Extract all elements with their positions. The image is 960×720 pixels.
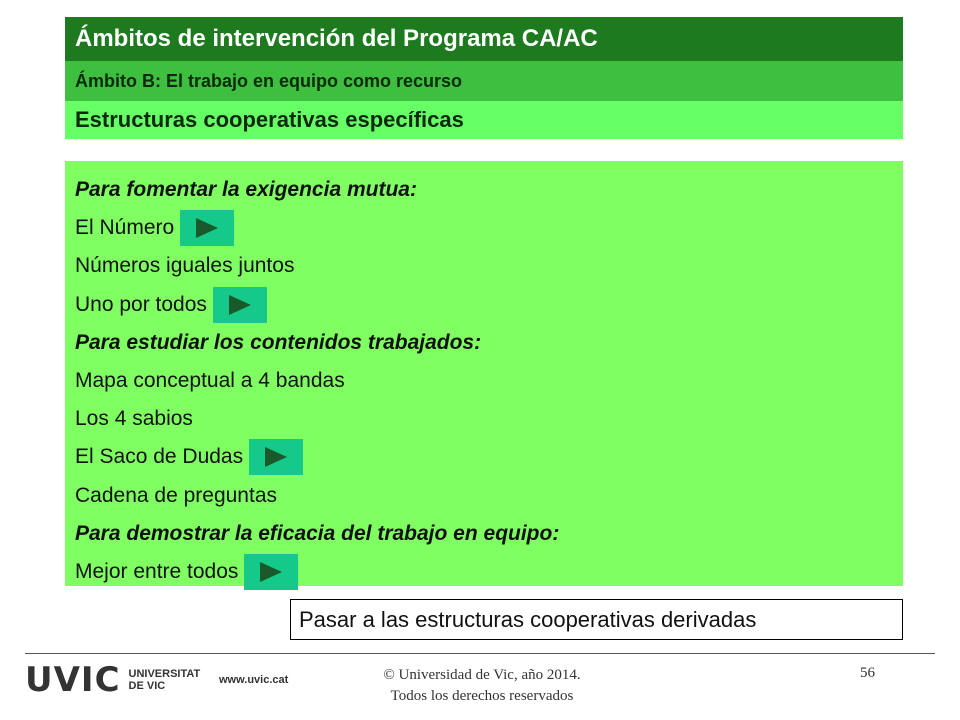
line-text: El Número: [75, 216, 175, 240]
page-number: 56: [860, 665, 875, 681]
line-text: Para estudiar los contenidos trabajados:: [75, 330, 482, 354]
site-url: www.uvic.cat: [219, 674, 289, 686]
play-button-el-numero[interactable]: [180, 210, 234, 246]
line-text: Uno por todos: [75, 292, 207, 316]
copyright: [340, 665, 624, 707]
section-bar: [65, 101, 903, 139]
play-button-mejor-entre-todos[interactable]: [244, 554, 298, 590]
heading-contenidos: [75, 324, 903, 362]
line-text: Mejor entre todos: [75, 559, 239, 583]
next-structures-link-label: Pasar a las estructuras cooperativas derivadas: [299, 606, 757, 632]
copyright-line-1: © Universidad de Vic, año 2014.: [383, 667, 581, 683]
line-text: Para demostrar la eficacia del trabajo en equipo:: [75, 521, 560, 545]
line-text: Cadena de preguntas: [75, 483, 277, 507]
logo-mark: UVIC: [25, 660, 121, 700]
copyright-line-2: Todos los derechos reservados: [390, 688, 574, 704]
section-title: Estructuras cooperativas específicas: [75, 107, 464, 132]
slide-subtitle: Ámbito B: El trabajo en equipo como recurso: [75, 70, 463, 91]
list-item-mejor-entre-todos: [75, 553, 903, 591]
heading-exigencia-mutua: [75, 171, 903, 209]
content-panel: [65, 161, 903, 586]
play-button-saco-de-dudas[interactable]: [249, 439, 303, 475]
logo-line-2: DE VIC: [128, 680, 166, 692]
slide-title: Ámbitos de intervención del Programa CA/AC: [75, 25, 598, 52]
line-text: Mapa conceptual a 4 bandas: [75, 369, 345, 393]
title-bar: [65, 17, 903, 61]
next-structures-link[interactable]: [290, 599, 903, 640]
play-button-uno-por-todos[interactable]: [213, 287, 267, 323]
logo-line-1: UNIVERSITAT: [128, 668, 201, 680]
list-item-saco-de-dudas: [75, 438, 903, 476]
line-text: Para fomentar la exigencia mutua:: [75, 178, 417, 202]
line-text: Números iguales juntos: [75, 254, 295, 278]
logo-text: [129, 668, 201, 692]
list-item-mapa-conceptual: [75, 362, 903, 400]
footer-divider: [25, 653, 935, 654]
line-text: El Saco de Dudas: [75, 445, 244, 469]
heading-eficacia: [75, 515, 903, 553]
list-item-uno-por-todos: [75, 286, 903, 324]
subtitle-bar: [65, 61, 903, 101]
list-item-cadena-preguntas: [75, 477, 903, 515]
uvic-logo: [25, 660, 200, 700]
list-item-4-sabios: [75, 400, 903, 438]
line-text: Los 4 sabios: [75, 407, 193, 431]
list-item-el-numero: [75, 209, 903, 247]
list-item-numeros-iguales: [75, 247, 903, 285]
